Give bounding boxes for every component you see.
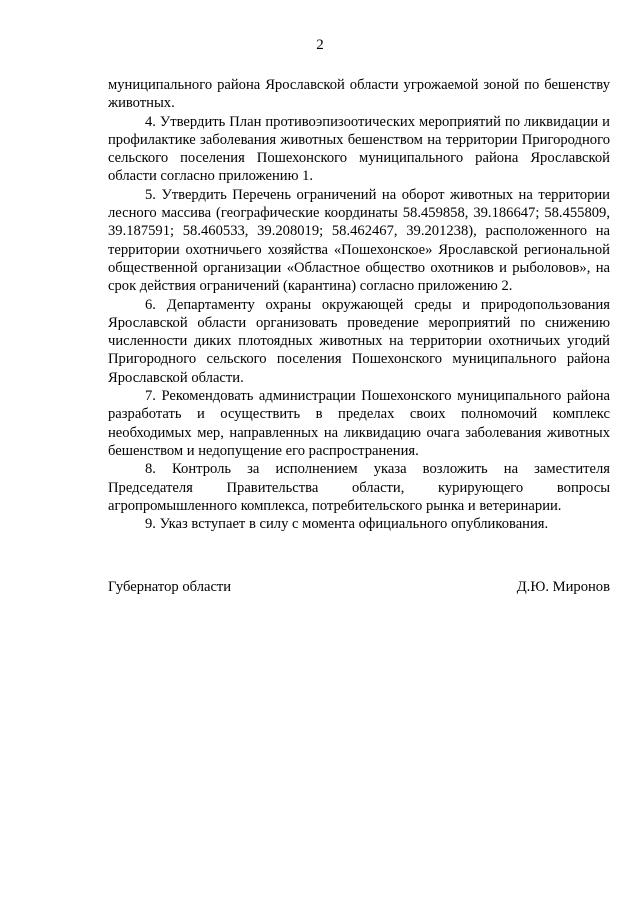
paragraph-item-5: 5. Утвердить Перечень ограничений на оборот животных на территории лесного массива (географические координаты 58.459858, 39.186647; 58.455809, 39.187591; 58.460533, 39.208019; 58.462467, 39.201238), расположенного на территории охотничьего хозяйства «Пошехонское» Ярославской региональной общественной организации «Областное общество охотников и рыболовов», на срок действия ограничений (карантина) согласно приложению 2. bbox=[108, 186, 610, 295]
signatory-position: Губернатор области bbox=[108, 579, 232, 595]
page-number: 2 bbox=[316, 37, 324, 53]
document-body bbox=[108, 76, 610, 533]
signatory-name: Д.Ю. Миронов bbox=[516, 579, 610, 595]
paragraph-item-6: 6. Департаменту охраны окружающей среды и природопользования Ярославской области организовать проведение мероприятий по снижению численности диких плотоядных животных на территории охотничьих угодий Пригородного сельского поселения Пошехонского муниципального района Ярославской области. bbox=[108, 296, 610, 386]
paragraph-continuation: муниципального района Ярославской области угрожаемой зоной по бешенству животных. bbox=[108, 77, 610, 112]
paragraph-item-8: 8. Контроль за исполнением указа возложить на заместителя Председателя Правительства области, курирующего вопросы агропромышленного комплекса, потребительского рынка и ветеринарии. bbox=[108, 461, 610, 514]
paragraph-item-7: 7. Рекомендовать администрации Пошехонского муниципального района разработать и осуществить в пределах своих полномочий комплекс необходимых мер, направленных на ликвидацию очага заболевания животных бешенством и недопущение его распространения. bbox=[108, 388, 610, 459]
paragraph-item-9: 9. Указ вступает в силу с момента официального опубликования. bbox=[145, 516, 549, 533]
paragraph-item-4: 4. Утвердить План противоэпизоотических мероприятий по ликвидации и профилактике заболевания животных бешенством на территории Пригородного сельского поселения Пошехонского муниципального района Ярославской области согласно приложению 1. bbox=[108, 113, 610, 185]
